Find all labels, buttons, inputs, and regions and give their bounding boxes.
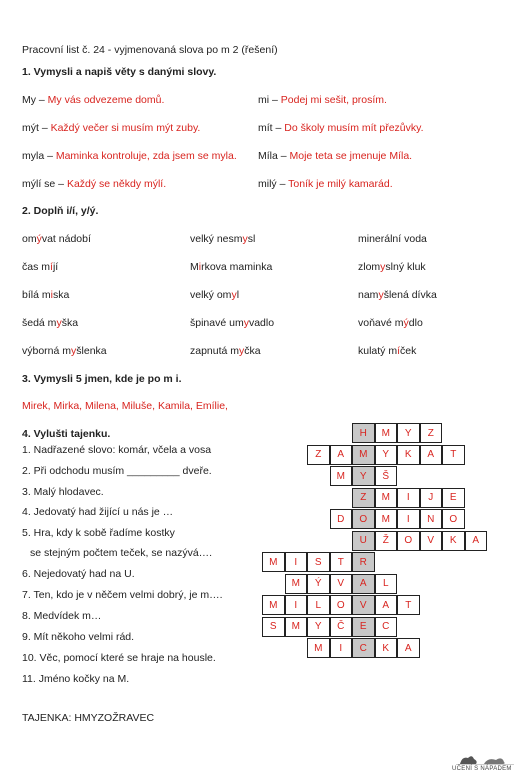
given-word: mi –	[258, 94, 281, 106]
crossword-cell: V	[420, 531, 443, 551]
word-prefix: zlom	[358, 261, 381, 273]
crossword-cell: Ž	[375, 531, 398, 551]
sentence-row-right	[258, 122, 424, 134]
crossword-cell: N	[420, 509, 443, 529]
clue-item: 10. Věc, pomocí které se hraje na housle.	[22, 652, 216, 664]
fill-word	[358, 233, 427, 245]
crossword-cell: A	[375, 595, 398, 615]
word-prefix: zapnutá m	[190, 345, 240, 357]
crossword-cell: C	[375, 617, 398, 637]
filled-letter: y	[380, 261, 386, 273]
fill-word	[358, 261, 426, 273]
filled-letter: i	[198, 261, 202, 273]
fill-word	[358, 289, 437, 301]
crossword-cell: Č	[330, 617, 353, 637]
sentence-row-right	[258, 178, 393, 190]
crossword-cell: L	[375, 574, 398, 594]
clue-item: 8. Medvídek m…	[22, 610, 102, 622]
crossword-cell: M	[285, 617, 308, 637]
given-word: mít –	[258, 122, 285, 134]
filled-letter: y	[243, 317, 249, 329]
clue-item: 2. Při odchodu musím _________ dveře.	[22, 465, 212, 477]
clue-item: se stejným počtem teček, se nazývá….	[30, 547, 213, 559]
crossword-cell: Z	[420, 423, 443, 443]
publisher-name: UČENÍ S NÁPADEM	[452, 766, 512, 772]
crossword-cell: I	[285, 595, 308, 615]
word-suffix: sl	[247, 233, 256, 245]
crossword-cell: Z	[352, 488, 375, 508]
crossword-cell: Z	[307, 445, 330, 465]
crossword-cell: J	[420, 488, 443, 508]
word-suffix: ska	[52, 289, 70, 301]
filled-letter: y	[231, 289, 237, 301]
word-suffix: šlená dívka	[383, 289, 437, 301]
fill-word	[22, 233, 91, 245]
fill-word	[190, 261, 272, 273]
fill-word	[190, 289, 239, 301]
filled-letter: y	[378, 289, 384, 301]
fill-word	[22, 289, 69, 301]
word-text: minerální voda	[358, 233, 427, 245]
filled-letter: ý	[403, 317, 409, 329]
clue-item: 1. Nadřazené slovo: komár, včela a vosa	[22, 444, 212, 456]
crossword-cell: Š	[375, 466, 398, 486]
given-word: mýlí se –	[22, 178, 67, 190]
crossword-cell: I	[285, 552, 308, 572]
crossword-cell: K	[442, 531, 465, 551]
word-suffix: ček	[400, 345, 417, 357]
crossword-cell: M	[352, 445, 375, 465]
crossword-cell: S	[307, 552, 330, 572]
given-word: myla –	[22, 150, 56, 162]
given-word: milý –	[258, 178, 289, 190]
crossword-cell: T	[330, 552, 353, 572]
word-suffix: vat nádobí	[41, 233, 91, 245]
crossword-cell: V	[330, 574, 353, 594]
word-prefix: voňavé m	[358, 317, 404, 329]
filled-letter: í	[397, 345, 401, 357]
crossword-cell: O	[442, 509, 465, 529]
fill-word	[358, 317, 423, 329]
clue-item: 3. Malý hlodavec.	[22, 486, 104, 498]
fill-word	[190, 233, 255, 245]
crossword-cell: M	[375, 423, 398, 443]
crossword-cell: D	[330, 509, 353, 529]
word-suffix: čka	[244, 345, 261, 357]
word-prefix: om	[22, 233, 37, 245]
word-prefix: velký om	[190, 289, 232, 301]
clue-item: 4. Jedovatý had žijící u nás je …	[22, 506, 174, 518]
fill-word	[190, 345, 261, 357]
fill-word	[22, 261, 58, 273]
crossword-cell: Y	[397, 423, 420, 443]
sentence-row-left	[22, 178, 166, 190]
sentence-row-left	[22, 150, 237, 162]
crossword-cell: L	[307, 595, 330, 615]
word-prefix: bílá m	[22, 289, 51, 301]
crossword-cell: K	[397, 445, 420, 465]
word-prefix: M	[190, 261, 199, 273]
crossword-cell: H	[352, 423, 375, 443]
crossword-cell: A	[352, 574, 375, 594]
crossword-cell: Y	[375, 445, 398, 465]
section1-heading: 1. Vymysli a napiš věty s danými slovy.	[22, 66, 217, 78]
crossword-cell: M	[330, 466, 353, 486]
crossword-cell: M	[285, 574, 308, 594]
crossword-cell: E	[442, 488, 465, 508]
given-word: Míla –	[258, 150, 290, 162]
sentence-row-left	[22, 122, 200, 134]
page-title: Pracovní list č. 24 - vyjmenovaná slova po m 2 (řešení)	[22, 44, 278, 56]
word-suffix: ška	[61, 317, 79, 329]
answer-sentence: Každý večer si musím mýt zuby.	[50, 122, 201, 134]
word-suffix: slný kluk	[385, 261, 426, 273]
word-prefix: výborná m	[22, 345, 72, 357]
crossword-cell: O	[352, 509, 375, 529]
given-word: My –	[22, 94, 48, 106]
fill-word	[22, 345, 107, 357]
crossword-cell: E	[352, 617, 375, 637]
crossword-cell: M	[375, 488, 398, 508]
crossword-cell: I	[397, 509, 420, 529]
crossword-cell: V	[352, 595, 375, 615]
crossword-cell: A	[397, 638, 420, 658]
word-suffix: vadlo	[248, 317, 275, 329]
filled-letter: y	[239, 345, 245, 357]
crossword-cell: I	[330, 638, 353, 658]
crossword-cell: Ý	[307, 574, 330, 594]
crossword-cell: Y	[352, 466, 375, 486]
fill-word	[358, 345, 416, 357]
answer-sentence: Podej mi sešit, prosím.	[280, 94, 387, 106]
section3-heading: 3. Vymysli 5 jmen, kde je po m i.	[22, 373, 182, 385]
clue-item: 5. Hra, kdy k sobě řadíme kostky	[22, 527, 175, 539]
crossword-cell: T	[442, 445, 465, 465]
crossword-cell: O	[330, 595, 353, 615]
section2-heading: 2. Doplň i/í, y/ý.	[22, 205, 99, 217]
word-suffix: rkova maminka	[201, 261, 273, 273]
answer-sentence: My vás odvezeme domů.	[47, 94, 165, 106]
filled-letter: y	[56, 317, 62, 329]
clue-item: 6. Nejedovatý had na U.	[22, 568, 135, 580]
filled-letter: i	[50, 289, 53, 301]
crossword-cell: A	[420, 445, 443, 465]
crossword-cell: M	[375, 509, 398, 529]
crossword-cell: T	[397, 595, 420, 615]
filled-letter: í	[50, 261, 53, 273]
word-prefix: nam	[358, 289, 379, 301]
crossword-cell: U	[352, 531, 375, 551]
section3-answer: Mirek, Mirka, Milena, Miluše, Kamila, Emílie,	[22, 400, 228, 412]
crossword-cell: A	[330, 445, 353, 465]
filled-letter: y	[242, 233, 248, 245]
crossword-cell: M	[262, 552, 285, 572]
word-suffix: dlo	[408, 317, 423, 329]
clue-item: 11. Jméno kočky na M.	[22, 673, 130, 685]
section4-heading: 4. Vylušti tajenku.	[22, 428, 111, 440]
answer-sentence: Maminka kontroluje, zda jsem se myla.	[55, 150, 237, 162]
clue-item: 7. Ten, kdo je v něčem velmi dobrý, je m….	[22, 589, 223, 601]
crossword-cell: K	[375, 638, 398, 658]
answer-sentence: Toník je milý kamarád.	[288, 178, 393, 190]
crossword-cell: I	[397, 488, 420, 508]
word-suffix: jí	[52, 261, 59, 273]
crossword-cell: C	[352, 638, 375, 658]
crossword-cell: M	[307, 638, 330, 658]
crossword-cell: O	[397, 531, 420, 551]
publisher-logo	[452, 752, 516, 772]
fill-word	[22, 317, 78, 329]
crossword-cell: S	[262, 617, 285, 637]
word-prefix: čas m	[22, 261, 51, 273]
answer-sentence: Každý se někdy mýlí.	[66, 178, 167, 190]
word-prefix: velký nesm	[190, 233, 243, 245]
crossword-solution: TAJENKA: HMYZOŽRAVEC	[22, 712, 155, 724]
word-suffix: l	[236, 289, 240, 301]
sentence-row-right	[258, 150, 412, 162]
filled-letter: y	[71, 345, 77, 357]
word-prefix: kulatý m	[358, 345, 398, 357]
cat-logo-icon	[456, 752, 516, 766]
crossword-cell: R	[352, 552, 375, 572]
word-prefix: šedá m	[22, 317, 57, 329]
fill-word	[190, 317, 274, 329]
sentence-row-right	[258, 94, 387, 106]
crossword-cell: M	[262, 595, 285, 615]
word-suffix: šlenka	[76, 345, 107, 357]
answer-sentence: Moje teta se jmenuje Míla.	[289, 150, 413, 162]
answer-sentence: Do školy musím mít přezůvky.	[284, 122, 424, 134]
given-word: mýt –	[22, 122, 51, 134]
clue-item: 9. Mít někoho velmi rád.	[22, 631, 135, 643]
word-prefix: špinavé um	[190, 317, 244, 329]
sentence-row-left	[22, 94, 164, 106]
crossword-cell: A	[465, 531, 488, 551]
filled-letter: ý	[36, 233, 42, 245]
crossword-cell: Y	[307, 617, 330, 637]
